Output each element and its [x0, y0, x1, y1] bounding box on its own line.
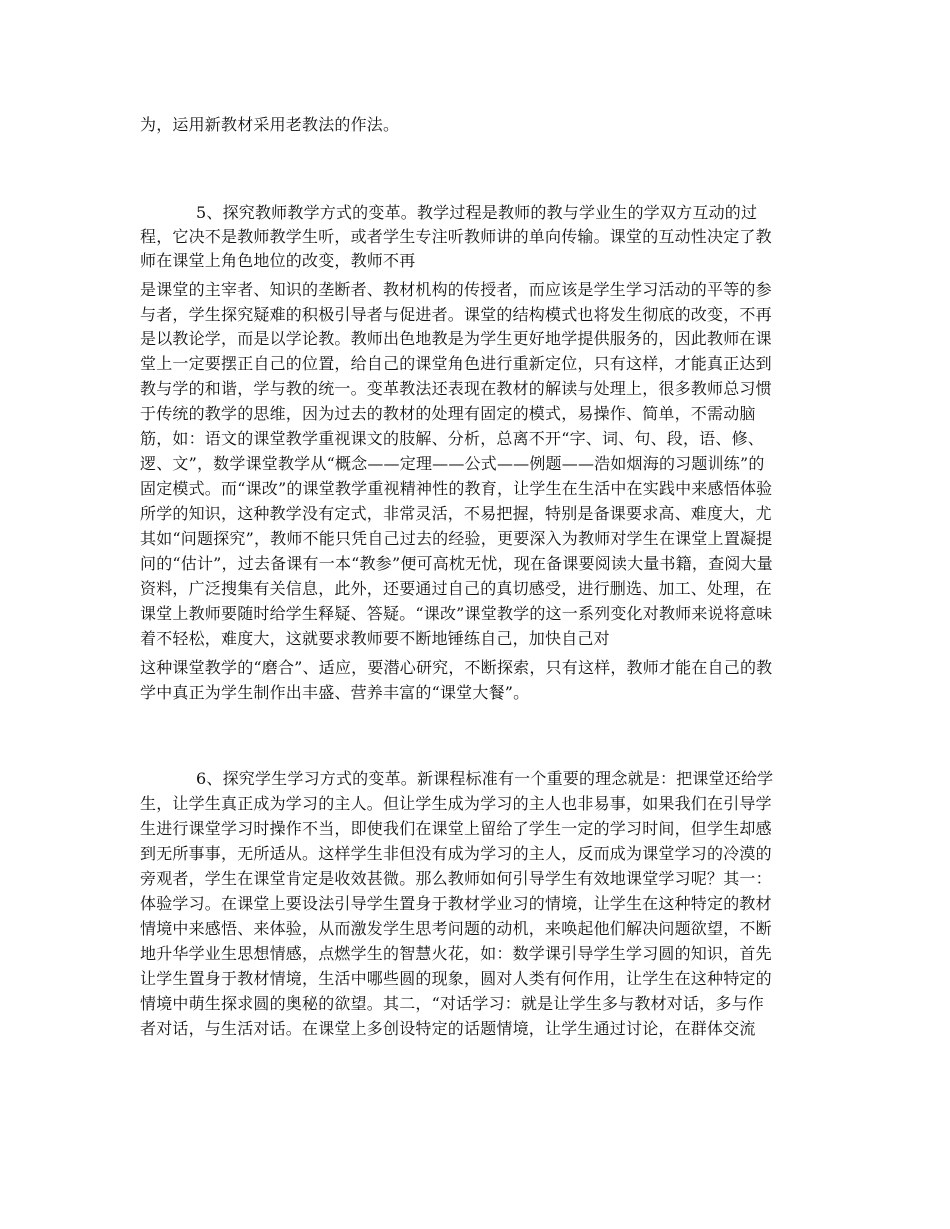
text-line: 筋，如：语文的课堂教学重视课文的肢解、分析，总离不开“字、词、句、段，语、修、 [140, 429, 764, 448]
text-line: 逻、文”，数学课堂教学从“概念——定理——公式——例题——浩如烟海的习题训练”的 [140, 454, 765, 473]
text-line: 旁观者，学生在课堂肯定是收效甚微。那么教师如何引导学生有效地课堂学习呢？其一： [140, 869, 772, 888]
text-line: 于传统的教学的思维，因为过去的教材的处理有固定的模式，易操作、简单，不需动脑 [140, 404, 756, 423]
text-line: 是以教论学，而是以学论教。教师出色地教是为学生更好地学提供服务的，因此教师在课 [140, 329, 772, 348]
text-line: 这种课堂教学的“磨合”、适应，要潜心研究，不断探索，只有这样，教师才能在自己的教 [140, 658, 773, 677]
text-line: 让学生置身于教材情境，生活中哪些圆的现象，圆对人类有何作用，让学生在这种特定的 [140, 969, 772, 988]
text-line: 资料，广泛搜集有关信息，此外，还要通过自己的真切感受，进行删选、加工、处理，在 [140, 579, 772, 598]
text-line: 生进行课堂学习时操作不当，即使我们在课堂上留给了学生一定的学习时间，但学生却感 [140, 819, 772, 838]
text-line: 者对话，与生活对话。在课堂上多创设特定的话题情境，让学生通过讨论，在群体交流 [140, 1019, 756, 1038]
text-line: 程，它决不是教师教学生听，或者学生专注听教师讲的单向传输。课堂的互动性决定了教 [140, 227, 772, 246]
text-line: 为，运用新教材采用老教法的作法。 [140, 115, 400, 134]
text-line: 所学的知识，这种教学没有定式，非常灵活，不易把握，特别是备课要求高、难度大，尤 [140, 504, 772, 523]
text-line: 是课堂的主宰者、知识的垄断者、教材机构的传授者，而应该是学生学习活动的平等的参 [140, 280, 772, 299]
text-line: 着不轻松，难度大，这就要求教师要不断地锤练自己，加快自己对 [140, 629, 610, 648]
text-line: 师在课堂上角色地位的改变，教师不再 [140, 251, 416, 270]
text-line: 其如“问题探究”，教师不能只凭自己过去的经验，更要深入为教师对学生在课堂上置凝提 [140, 529, 773, 548]
section5-first-line: 5、探究教师教学方式的变革。教学过程是教师的教与学业生的学双方互动的过 [196, 203, 758, 222]
section6-first-line: 6、探究学生学习方式的变革。新课程标准有一个重要的理念就是：把课堂还给学 [196, 769, 774, 788]
text-line: 体验学习。在课堂上要设法引导学生置身于教材学业习的情境，让学生在这种特定的教材 [140, 894, 772, 913]
text-line: 堂上一定要摆正自己的位置，给自己的课堂角色进行重新定位，只有这样，才能真正达到 [140, 354, 772, 373]
text-line: 固定模式。而“课改”的课堂教学重视精神性的教育，让学生在生活中在实践中来感悟体验 [140, 479, 773, 498]
text-line: 课堂上教师要随时给学生释疑、答疑。“课改”课堂教学的这一系列变化对教师来说将意味 [140, 604, 773, 623]
text-line: 与者，学生探究疑难的积极引导者与促进者。课堂的结构模式也将发生彻底的改变，不再 [140, 305, 772, 324]
text-line: 情境中萌生探求圆的奥秘的欲望。其二，“对话学习：就是让学生多与教材对话，多与作 [140, 994, 764, 1013]
text-line: 学中真正为学生制作出丰盛、营养丰富的“课堂大餐”。 [140, 683, 530, 702]
text-line: 教与学的和谐，学与教的统一。变革教法还表现在教材的解读与处理上，很多教师总习惯 [140, 379, 772, 398]
text-line: 问的“估计”，过去备课有一本“教参”便可高枕无忧，现在备课要阅读大量书籍，查阅大量 [140, 554, 773, 573]
text-line: 生，让学生真正成为学习的主人。但让学生成为学习的主人也非易事，如果我们在引导学 [140, 794, 772, 813]
text-line: 情境中来感悟、来体验，从而激发学生思考问题的动机，来唤起他们解决问题欲望，不断 [140, 919, 772, 938]
text-line: 到无所事事，无所适从。这样学生非但没有成为学习的主人，反而成为课堂学习的冷漠的 [140, 844, 772, 863]
text-line: 地升华学业生思想情感，点燃学生的智慧火花，如：数学课引导学生学习圆的知识，首先 [140, 944, 772, 963]
